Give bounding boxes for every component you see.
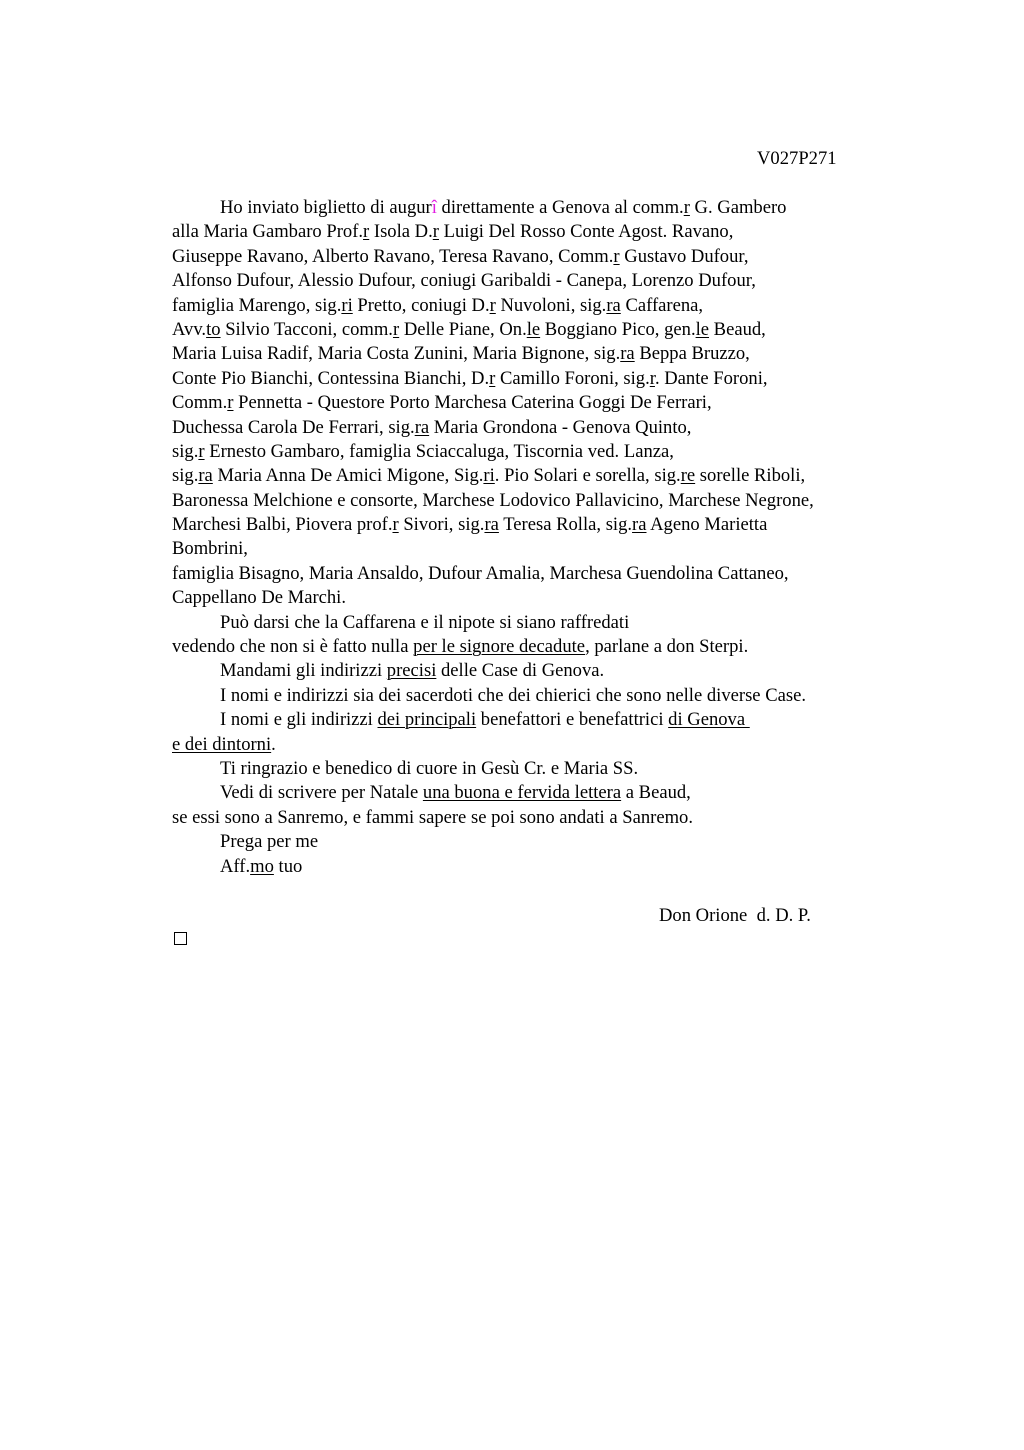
letter-line [172, 659, 912, 683]
letter-line [172, 855, 912, 879]
text-segment: î [431, 197, 437, 218]
text-segment: Ti ringrazio e benedico di cuore in Gesù Cr. e Maria SS. [220, 757, 639, 779]
letter-line [172, 830, 912, 854]
text-segment: I nomi e gli indirizzi [220, 709, 378, 731]
text-segment: Delle Piane, On. [399, 318, 527, 340]
text-segment: Marchesi Balbi, Piovera prof. [172, 514, 393, 536]
letter-body [172, 196, 912, 879]
underlined-text: r [489, 367, 496, 389]
letter-line [172, 391, 912, 415]
text-segment: Maria Grondona - Genova Quinto, [429, 416, 692, 438]
underlined-text: una buona e fervida lettera [422, 782, 622, 804]
text-segment: sig. [172, 440, 199, 462]
text-segment: Duchessa Carola De Ferrari, sig. [172, 416, 415, 438]
letter-line [172, 318, 912, 342]
text-segment: alla Maria Gambaro Prof. [172, 221, 364, 243]
letter-line [172, 611, 912, 635]
underlined-text: le [526, 318, 541, 340]
text-segment: famiglia Bisagno, Maria Ansaldo, Dufour Amalia, Marchesa Guendolina Cattaneo, [172, 562, 789, 584]
text-segment: Aff. [220, 855, 251, 877]
underlined-text: ra [198, 465, 213, 487]
text-segment: Gustavo Dufour, [619, 245, 749, 267]
text-segment: . Dante Foroni, [654, 367, 768, 389]
underlined-text: r [198, 440, 205, 462]
text-segment: Mandami gli indirizzi [220, 660, 387, 682]
text-segment: Pennetta - Questore Porto Marchesa Caterina Goggi De Ferrari, [233, 392, 712, 414]
text-segment: Luigi Del Rosso Conte Agost. Ravano, [438, 221, 734, 243]
letter-line [172, 464, 912, 488]
underlined-text: e dei dintorni [172, 733, 272, 755]
letter-line [172, 220, 912, 244]
letter-line [172, 635, 912, 659]
text-segment: Ageno Marietta [646, 514, 768, 536]
underlined-text: di Genova [668, 709, 750, 731]
letter-line [172, 757, 912, 781]
underlined-text: ra [414, 416, 430, 438]
underlined-text: re [680, 465, 696, 487]
underlined-text: r [227, 392, 234, 414]
text-segment: Caffarena, [620, 294, 704, 316]
letter-line [172, 245, 912, 269]
text-segment: Alfonso Dufour, Alessio Dufour, coniugi Garibaldi - Canepa, Lorenzo Dufour, [172, 270, 756, 292]
underlined-text: per le signore decadute [413, 636, 586, 658]
underlined-text: ri [341, 294, 353, 316]
letter-line [172, 806, 912, 830]
text-segment: Vedi di scrivere per Natale [220, 782, 423, 804]
text-segment: , parlane a don Sterpi. [585, 636, 749, 658]
text-segment: . Pio Solari e sorella, sig. [494, 465, 681, 487]
letter-line [172, 708, 912, 732]
underlined-text: r [613, 245, 620, 267]
text-segment: vedendo che non si è fatto nulla [172, 636, 414, 658]
underlined-text: ra [620, 343, 635, 365]
text-segment: Avv. [172, 318, 207, 340]
reference-code: V027P271 [757, 148, 837, 169]
text-segment: se essi sono a Sanremo, e fammi sapere se poi sono andati a Sanremo. [172, 806, 694, 828]
text-segment: direttamente a Genova al comm. [436, 197, 684, 218]
text-segment: Conte Pio Bianchi, Contessina Bianchi, D. [172, 367, 490, 389]
text-segment: Beppa Bruzzo, [634, 343, 750, 365]
letter-line [172, 733, 912, 757]
text-segment: sorelle Riboli, [695, 465, 806, 487]
underlined-text: le [695, 318, 710, 340]
letter-line [172, 684, 912, 708]
text-segment: . [271, 733, 276, 755]
text-segment: Maria Luisa Radif, Maria Costa Zunini, Maria Bignone, sig. [172, 343, 621, 365]
text-segment: Sivori, sig. [398, 514, 485, 536]
text-segment: famiglia Marengo, sig. [172, 294, 342, 316]
letter-line [172, 294, 912, 318]
text-segment: Silvio Tacconi, comm. [220, 318, 393, 340]
text-segment: a Beaud, [621, 782, 691, 804]
text-segment: Può darsi che la Caffarena e il nipote si siano raffredati [220, 611, 630, 633]
letter-line [172, 513, 912, 537]
text-segment: Camillo Foroni, sig. [495, 367, 650, 389]
text-segment: benefattori e benefattrici [476, 709, 669, 731]
letter-line [172, 416, 912, 440]
text-segment: Cappellano De Marchi. [172, 587, 346, 609]
signature: Don Orione d. D. P. [659, 905, 811, 926]
underlined-text: r [392, 318, 400, 340]
underlined-text: r [363, 221, 370, 243]
underlined-text: precisi [386, 660, 437, 682]
text-segment: I nomi e indirizzi sia dei sacerdoti che dei chierici che sono nelle diverse Case. [220, 684, 806, 706]
text-segment: Nuvoloni, sig. [495, 294, 607, 316]
text-segment: Boggiano Pico, gen. [540, 318, 696, 340]
text-segment: G. Gambero [689, 197, 787, 218]
text-segment: Beaud, [709, 318, 766, 340]
underlined-text: ra [606, 294, 621, 316]
letter-line [172, 562, 912, 586]
underlined-text: r [392, 514, 399, 536]
underlined-text: to [206, 318, 221, 340]
text-segment: Maria Anna De Amici Migone, Sig. [212, 465, 484, 487]
text-segment: tuo [273, 855, 303, 877]
text-segment: Pretto, coniugi D. [352, 294, 490, 316]
letter-line [172, 367, 912, 391]
text-segment: Comm. [172, 392, 228, 414]
letter-line [172, 342, 912, 366]
letter-line [172, 196, 912, 220]
underlined-text: r [649, 367, 655, 389]
underlined-text: r [432, 221, 439, 243]
text-segment: Giuseppe Ravano, Alberto Ravano, Teresa Ravano, Comm. [172, 245, 614, 267]
text-segment: Ho inviato biglietto di augur [220, 197, 432, 218]
letter-line [172, 586, 912, 610]
end-square-icon [174, 932, 187, 945]
letter-line [172, 269, 912, 293]
underlined-text: dei principali [377, 709, 477, 731]
underlined-text: mo [250, 855, 274, 877]
text-segment: sig. [172, 465, 199, 487]
text-segment: Baronessa Melchione e consorte, Marchese Lodovico Pallavicino, Marchese Negrone, [172, 489, 814, 511]
letter-line [172, 440, 912, 464]
letter-line [172, 537, 912, 561]
underlined-text: ri [483, 465, 495, 487]
underlined-text: ra [484, 514, 499, 536]
text-segment: Isola D. [369, 221, 433, 243]
text-segment: Prega per me [220, 831, 319, 853]
letter-line [172, 781, 912, 805]
text-segment: delle Case di Genova. [436, 660, 605, 682]
letter-line [172, 489, 912, 513]
underlined-text: ra [632, 514, 647, 536]
text-segment: Teresa Rolla, sig. [498, 514, 633, 536]
text-segment: Ernesto Gambaro, famiglia Sciaccaluga, Tiscornia ved. Lanza, [204, 440, 674, 462]
text-segment: Bombrini, [172, 538, 248, 560]
underlined-text: r [489, 294, 496, 316]
underlined-text: r [683, 197, 690, 218]
